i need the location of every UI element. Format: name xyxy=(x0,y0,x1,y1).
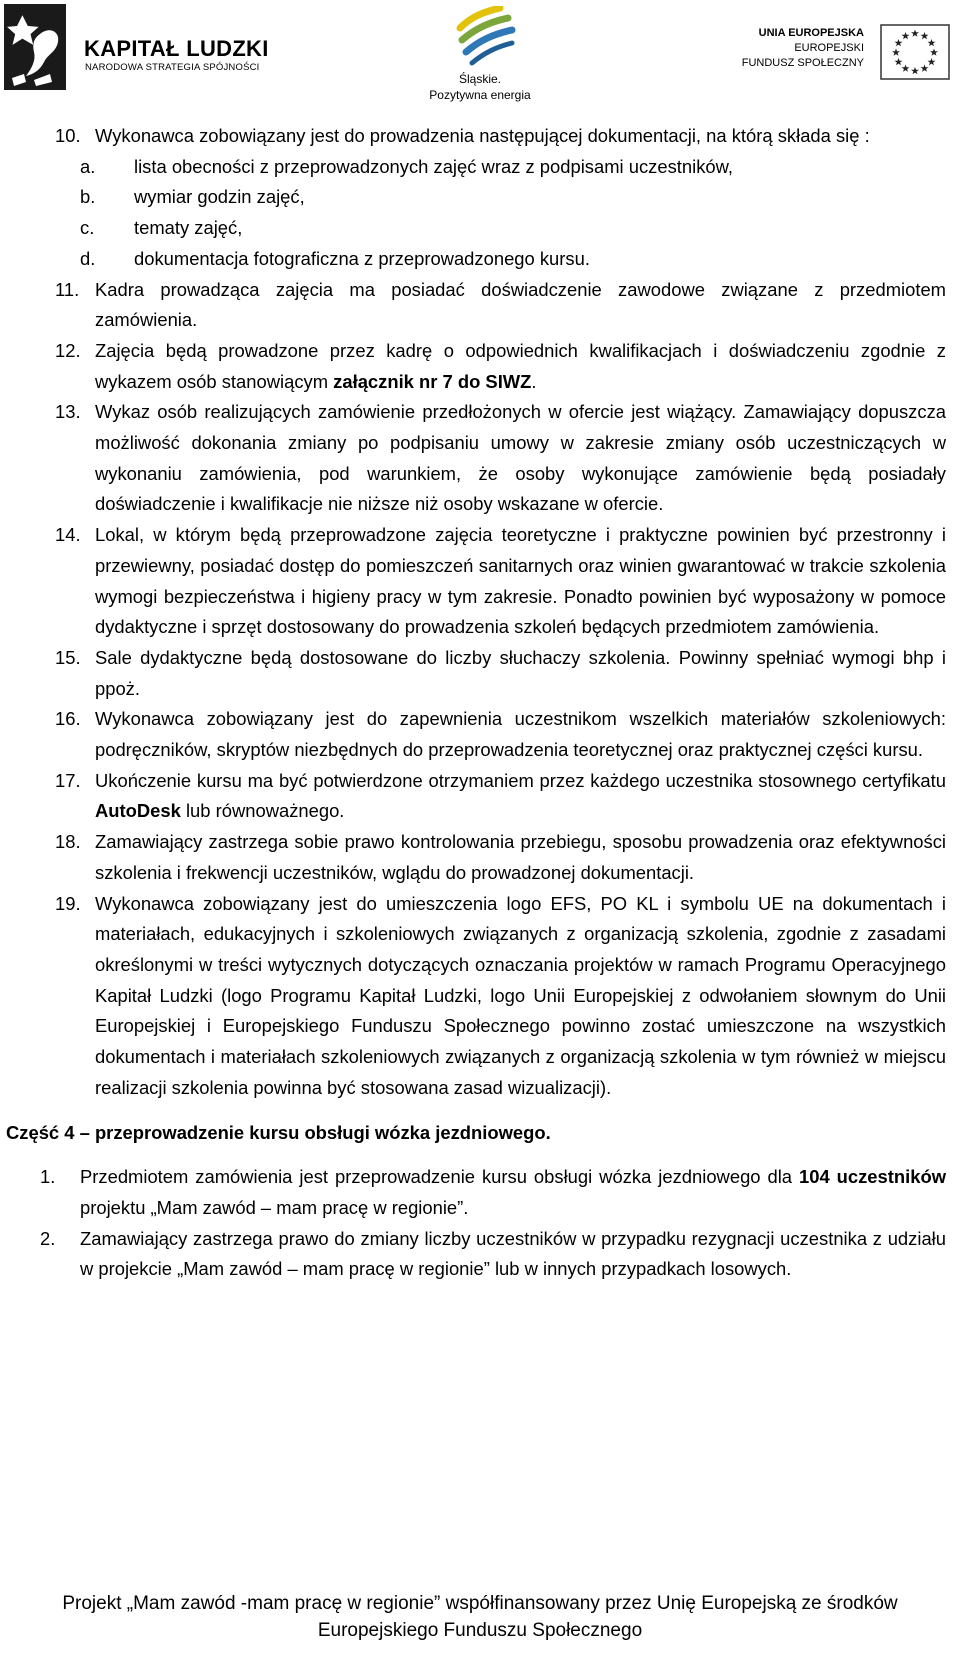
part4-list-item-2 xyxy=(0,1224,960,1285)
kapital-ludzki-logo xyxy=(4,4,294,90)
item-number: 14. xyxy=(55,524,81,546)
item-text: Zajęcia będą prowadzone przez kadrę o odpowiednich kwalifikacjach i doświadczeniu zgodnie z wykazem osób stanowiącym xyxy=(95,339,946,392)
eu-line-2: EUROPEJSKI xyxy=(794,42,864,54)
list-item-15 xyxy=(0,643,960,704)
item-text: Wykonawca zobowiązany jest do zapewnienia uczestnikom wszelkich materiałów szkoleniowych: podręczników, skryptów niezbędnych do przeprowadzenia teoretycznej oraz praktycznej części kursu. xyxy=(95,708,946,761)
eu-social-fund-logo xyxy=(734,20,956,86)
kapital-ludzki-subtitle: NARODOWA STRATEGIA SPÓJNOŚCI xyxy=(85,62,260,73)
sub-item-text: dokumentacja fotograficzna z przeprowadzonego kursu. xyxy=(134,247,590,269)
list-item-14 xyxy=(0,520,960,643)
item-text: Przedmiotem zamówienia jest przeprowadzenie kursu obsługi wózka jezdniowego dla xyxy=(80,1166,799,1188)
item-text: Wykonawca zobowiązany jest do umieszczenia logo EFS, PO KL i symbolu UE na dokumentach i materiałach, edukacyjnych i szkoleniowych związanych z organizacją szkolenia, zgodnie z zasadami określonymi w treści wytycznych dotyczących oznaczania projektów w ramach Programu Operacyjnego Kapitał Ludzki (logo Programu Kapitał Ludzki, logo Unii Europejskiej z odwołaniem słownym do Unii Europejskiej i Europejskiego Funduszu Społecznego powinno zostać umieszczone na wszystkich dokumentach i materiałach szkoleniowych związanych z organizacją szkolenia w tym również w miejscu realizacji szkolenia powinna być stosowana zasad wizualizacji). xyxy=(95,892,946,1098)
item-number: 12. xyxy=(55,339,81,361)
kapital-ludzki-emblem-icon xyxy=(4,4,66,90)
item-number: 18. xyxy=(55,831,81,853)
sub-item-letter: a. xyxy=(80,155,96,177)
attachment-reference: załącznik nr 7 do SIWZ xyxy=(333,370,532,392)
certificate-name: AutoDesk xyxy=(95,800,181,822)
list-item-18 xyxy=(0,827,960,888)
item-number: 15. xyxy=(55,646,81,668)
sub-item-text: wymiar godzin zajęć, xyxy=(134,186,305,208)
item-number: 1. xyxy=(40,1166,56,1188)
sub-item-letter: d. xyxy=(80,247,96,269)
list-item-12 xyxy=(0,336,960,397)
sub-item-text: lista obecności z przeprowadzonych zajęć wraz z podpisami uczestników, xyxy=(134,155,733,177)
item-number: 13. xyxy=(55,401,81,423)
sub-item-text: tematy zajęć, xyxy=(134,217,243,239)
eu-line-1: UNIA EUROPEJSKA xyxy=(758,27,864,39)
item-text: Zamawiający zastrzega prawo do zmiany liczby uczestników w przypadku rezygnacji uczestnika z udziału w projekcie „Mam zawód – mam pracę w regionie” lub w innych przypadkach losowych. xyxy=(80,1227,946,1280)
item-text: Sale dydaktyczne będą dostosowane do liczby słuchaczy szkolenia. Powinny spełniać wymogi bhp i ppoż. xyxy=(95,646,946,699)
eu-text-block xyxy=(742,26,864,71)
sub-item-b xyxy=(0,182,960,213)
sub-item-d xyxy=(0,244,960,275)
eu-flag-icon xyxy=(880,24,950,80)
document-body xyxy=(0,121,960,1285)
item-number: 16. xyxy=(55,708,81,730)
list-item-19 xyxy=(0,889,960,1104)
item-text-end: . xyxy=(531,370,537,392)
page-header xyxy=(0,0,960,110)
kapital-ludzki-title: KAPITAŁ LUDZKI xyxy=(84,36,269,61)
sub-item-letter: b. xyxy=(80,186,96,208)
list-item-13 xyxy=(0,397,960,520)
slaskie-waves-icon xyxy=(454,6,516,68)
footer-line-1: Projekt „Mam zawód -mam pracę w regionie” współfinansowany przez Unię Europejską ze środków xyxy=(62,1593,898,1614)
item-text: Ukończenie kursu ma być potwierdzone otrzymaniem przez każdego uczestnika stosownego certyfikatu xyxy=(95,769,946,791)
eu-line-3: FUNDUSZ SPOŁECZNY xyxy=(741,57,864,69)
item-number: 11. xyxy=(55,278,80,300)
slaskie-logo xyxy=(420,6,540,104)
slaskie-tagline: Pozytywna energia xyxy=(429,88,531,102)
section-heading: Część 4 – przeprowadzenie kursu obsługi wózka jezdniowego. xyxy=(6,1121,551,1143)
part4-list-item-1 xyxy=(0,1162,960,1223)
item-number: 10. xyxy=(55,125,81,146)
item-text: Zamawiający zastrzega sobie prawo kontrolowania przebiegu, sposobu prowadzenia oraz efektywności szkolenia i frekwencji uczestników, wglądu do prowadzonej dokumentacji. xyxy=(95,831,946,883)
page-footer xyxy=(0,1590,960,1644)
list-item-17 xyxy=(0,766,960,827)
item-number: 19. xyxy=(55,892,81,914)
item-number: 17. xyxy=(55,769,81,791)
slaskie-name: Śląskie. xyxy=(458,72,502,86)
item-text: Lokal, w którym będą przeprowadzone zajęcia teoretyczne i praktyczne powinien być przestronny i przewiewny, posiadać dostęp do pomieszczeń sanitarnych oraz winien gwarantować w trakcie szkolenia wymogi bezpieczeństwa i higieny pracy w tym zakresie. Ponadto powinien być wyposażony w pomoce dydaktyczne i sprzęt dostosowany do prowadzenia szkoleń będących przedmiotem zamówienia. xyxy=(95,524,946,638)
item-text: Wykonawca zobowiązany jest do prowadzenia następującej dokumentacji, na którą składa się : xyxy=(95,125,870,146)
item-text: Kadra prowadząca zajęcia ma posiadać doświadczenie zawodowe związane z przedmiotem zamówienia. xyxy=(95,278,946,331)
item-text: Wykaz osób realizujących zamówienie przedłożonych w ofercie jest wiążący. Zamawiający dopuszcza możliwość dokonania zmiany po podpisaniu umowy w zakresie zmiany osób uczestniczących w wykonaniu zamówienia, pod warunkiem, że osoby wykonujące zamówienie będą posiadały doświadczenie i kwalifikacje nie niższe niż osoby wskazane w ofercie. xyxy=(95,401,946,515)
sub-item-c xyxy=(0,213,960,244)
sub-item-a xyxy=(0,152,960,183)
participant-count: 104 uczestników xyxy=(799,1166,946,1188)
list-item-10 xyxy=(0,121,960,152)
footer-line-2: Europejskiego Funduszu Społecznego xyxy=(317,1620,643,1641)
list-item-16 xyxy=(0,704,960,765)
sub-item-letter: c. xyxy=(80,217,95,239)
item-number: 2. xyxy=(40,1227,56,1249)
item-text-end: lub równoważnego. xyxy=(180,800,345,822)
item-text-end: projektu „Mam zawód – mam pracę w regionie”. xyxy=(80,1196,469,1218)
list-item-11 xyxy=(0,275,960,336)
